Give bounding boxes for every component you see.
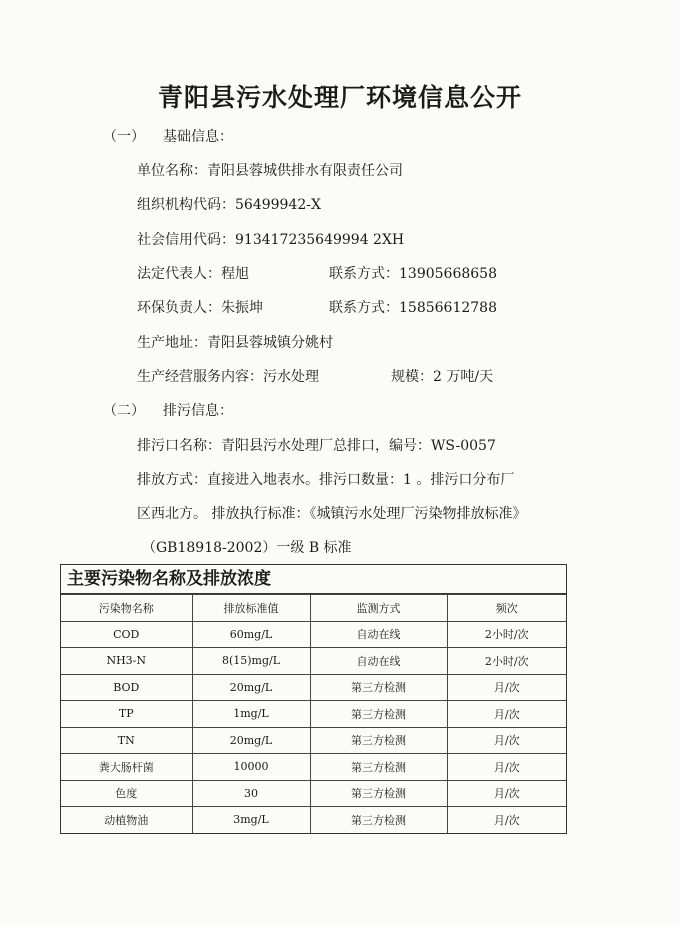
service: 生产经营服务内容：污水处理 (137, 369, 319, 385)
table-row (61, 674, 566, 701)
table-cell: 30 (192, 780, 310, 807)
org-code: 组织机构代码：56499942-X (137, 197, 321, 213)
scale: 规模：2 万吨/天 (391, 369, 494, 385)
section-label: 排污信息： (163, 403, 233, 419)
header-cell: 污染物名称 (61, 595, 192, 622)
table-row (61, 754, 566, 781)
table-cell: NH3-N (61, 648, 192, 675)
section-discharge-heading (103, 400, 233, 420)
table-cell: 第三方检测 (310, 807, 447, 833)
method-line-3: （GB18918-2002）一级 B 标准 (142, 540, 352, 556)
table-cell: 月/次 (447, 701, 566, 728)
table-cell: 8(15)mg/L (192, 648, 310, 675)
table-row (61, 621, 566, 648)
pollutant-grid (61, 594, 566, 833)
page-title: 青阳县污水处理厂环境信息公开 (157, 83, 522, 112)
table-cell: 3mg/L (192, 807, 310, 833)
table-cell: 自动在线 (310, 621, 447, 648)
section-number: （二） (103, 403, 145, 419)
table-cell: BOD (61, 674, 192, 701)
method-line-2: 区西北方。 排放执行标准：《城镇污水处理厂污染物排放标准》 (137, 506, 527, 522)
table-cell: 60mg/L (192, 621, 310, 648)
table-cell: 第三方检测 (310, 727, 447, 754)
table-cell: 色度 (61, 780, 192, 807)
table-cell: 第三方检测 (310, 780, 447, 807)
section-label: 基础信息： (163, 129, 233, 145)
table-cell: 粪大肠杆菌 (61, 754, 192, 781)
table-cell: TP (61, 701, 192, 728)
table-header-row (61, 595, 566, 622)
section-basic-heading (103, 126, 233, 146)
table-cell: 第三方检测 (310, 701, 447, 728)
pollutant-table (60, 564, 567, 834)
table-cell: 月/次 (447, 807, 566, 833)
table-cell: 月/次 (447, 727, 566, 754)
table-cell: 动植物油 (61, 807, 192, 833)
outlet: 排污口名称：青阳县污水处理厂总排口，编号：WS-0057 (137, 438, 496, 454)
legal-rep-row (137, 263, 497, 283)
table-cell: 第三方检测 (310, 674, 447, 701)
method-line-1: 排放方式：直接进入地表水。排污口数量：1 。排污口分布厂 (137, 472, 515, 488)
env-rep: 环保负责人：朱振坤 (137, 300, 263, 316)
table-cell: COD (61, 621, 192, 648)
credit-code: 社会信用代码：913417235649994 2XH (137, 232, 405, 248)
table-cell: 1mg/L (192, 701, 310, 728)
env-contact: 联系方式：15856612788 (329, 300, 497, 316)
unit-name: 单位名称：青阳县蓉城供排水有限责任公司 (137, 163, 403, 179)
service-row (137, 366, 493, 386)
table-row (61, 648, 566, 675)
table-cell: TN (61, 727, 192, 754)
table-cell: 20mg/L (192, 727, 310, 754)
table-title: 主要污染物名称及排放浓度 (61, 565, 566, 594)
table-row (61, 727, 566, 754)
header-cell: 频次 (447, 595, 566, 622)
table-row (61, 701, 566, 728)
legal-contact: 联系方式：13905668658 (329, 266, 497, 282)
address: 生产地址：青阳县蓉城镇分姚村 (137, 335, 333, 351)
header-cell: 排放标准值 (192, 595, 310, 622)
table-cell: 10000 (192, 754, 310, 781)
table-cell: 第三方检测 (310, 754, 447, 781)
table-cell: 月/次 (447, 754, 566, 781)
table-cell: 2小时/次 (447, 648, 566, 675)
table-row (61, 807, 566, 833)
table-cell: 2小时/次 (447, 621, 566, 648)
table-cell: 月/次 (447, 674, 566, 701)
table-cell: 月/次 (447, 780, 566, 807)
section-number: （一） (103, 129, 145, 145)
table-cell: 20mg/L (192, 674, 310, 701)
table-cell: 自动在线 (310, 648, 447, 675)
table-row (61, 780, 566, 807)
header-cell: 监测方式 (310, 595, 447, 622)
env-rep-row (137, 297, 497, 317)
legal-rep: 法定代表人：程旭 (137, 266, 249, 282)
